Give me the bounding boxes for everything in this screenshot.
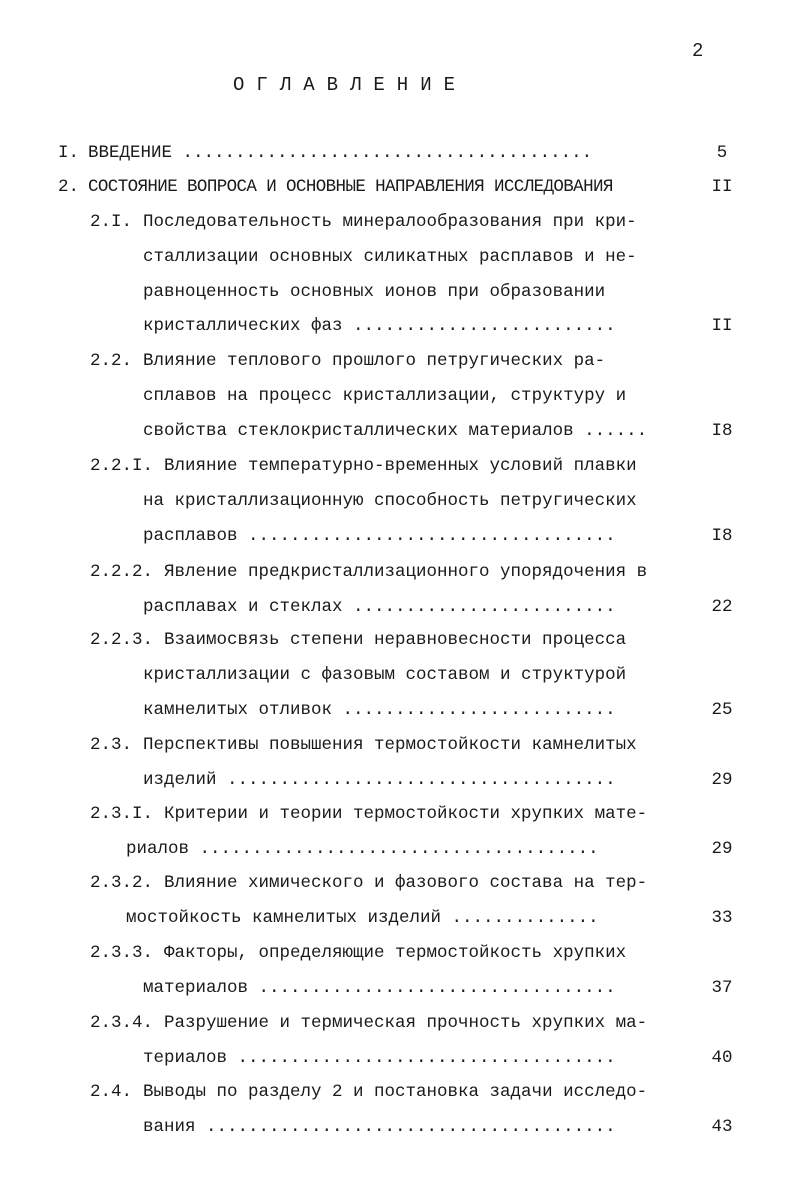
- toc-entry-page: I8: [711, 421, 733, 441]
- toc-entry-page: 29: [711, 770, 733, 790]
- toc-entry-page: II: [711, 177, 733, 197]
- toc-entry-page: 25: [711, 700, 733, 720]
- toc-entry-line: ВВЕДЕНИЕ .......................................: [88, 143, 593, 163]
- toc-entry-page: 5: [716, 143, 728, 163]
- toc-entry-line: Влияние химического и фазового состава на тер-: [164, 873, 648, 893]
- toc-entry-page: 37: [711, 978, 733, 998]
- toc-entry-line: риалов ......................................: [126, 839, 599, 859]
- page-number: 2: [692, 40, 704, 62]
- toc-entry-line: вания .......................................: [143, 1117, 616, 1137]
- toc-entry-line: кристаллических фаз .........................: [143, 316, 616, 336]
- toc-entry-line: СОСТОЯНИЕ ВОПРОСА И ОСНОВНЫЕ НАПРАВЛЕНИЯ ИССЛЕДОВАНИЯ: [88, 177, 613, 197]
- toc-entry-line: изделий .....................................: [143, 770, 616, 790]
- toc-entry-line: териалов ....................................: [143, 1048, 616, 1068]
- toc-entry-page: 22: [711, 597, 733, 617]
- toc-entry-page: 29: [711, 839, 733, 859]
- toc-entry-line: мостойкость камнелитых изделий ..............: [126, 908, 599, 928]
- toc-entry-number: 2.3.I.: [90, 804, 154, 824]
- toc-entry-number: 2.2.: [90, 351, 133, 371]
- toc-entry-line: Последовательность минералообразования при кри-: [143, 212, 637, 232]
- toc-entry-line: Взаимосвязь степени неравновесности процесса: [164, 630, 627, 650]
- toc-entry-number: 2.3.2.: [90, 873, 154, 893]
- toc-entry-number: 2.: [58, 177, 80, 197]
- toc-entry-page: I8: [711, 526, 733, 546]
- toc-entry-line: равноценность основных ионов при образовании: [143, 282, 606, 302]
- toc-entry-page: 43: [711, 1117, 733, 1137]
- toc-entry-number: 2.3.4.: [90, 1013, 154, 1033]
- toc-entry-line: Факторы, определяющие термостойкость хрупких: [164, 943, 627, 963]
- toc-entry-number: 2.3.3.: [90, 943, 154, 963]
- toc-entry-number: 2.3.: [90, 735, 133, 755]
- toc-entry-line: сталлизации основных силикатных расплавов и не-: [143, 247, 637, 267]
- toc-entry-line: Явление предкристаллизационного упорядочения в: [164, 562, 648, 582]
- toc-entry-number: 2.2.2.: [90, 562, 154, 582]
- toc-entry-number: 2.I.: [90, 212, 133, 232]
- toc-entry-line: Разрушение и термическая прочность хрупких ма-: [164, 1013, 648, 1033]
- toc-entry-line: Выводы по разделу 2 и постановка задачи исследо-: [143, 1082, 648, 1102]
- toc-entry-line: Влияние теплового прошлого петругических ра-: [143, 351, 606, 371]
- toc-entry-line: камнелитых отливок ..........................: [143, 700, 616, 720]
- toc-entry-line: сплавов на процесс кристаллизации, структуру и: [143, 386, 627, 406]
- page-title: ОГЛАВЛЕНИЕ: [232, 74, 468, 96]
- toc-entry-number: I.: [58, 143, 80, 163]
- toc-entry-line: свойства стеклокристаллических материалов ......: [143, 421, 648, 441]
- toc-entry-line: расплавах и стеклах .........................: [143, 597, 616, 617]
- toc-entry-line: материалов ..................................: [143, 978, 616, 998]
- toc-entry-number: 2.4.: [90, 1082, 133, 1102]
- toc-entry-line: Критерии и теории термостойкости хрупких мате-: [164, 804, 648, 824]
- toc-entry-page: 40: [711, 1048, 733, 1068]
- toc-entry-line: на кристаллизационную способность петругических: [143, 491, 637, 511]
- toc-entry-line: Перспективы повышения термостойкости камнелитых: [143, 735, 637, 755]
- toc-entry-page: 33: [711, 908, 733, 928]
- toc-entry-page: II: [711, 316, 733, 336]
- toc-entry-number: 2.2.3.: [90, 630, 154, 650]
- toc-entry-line: кристаллизации с фазовым составом и структурой: [143, 665, 627, 685]
- toc-entry-line: расплавов ...................................: [143, 526, 616, 546]
- toc-entry-line: Влияние температурно-временных условий плавки: [164, 456, 637, 476]
- toc-entry-number: 2.2.I.: [90, 456, 154, 476]
